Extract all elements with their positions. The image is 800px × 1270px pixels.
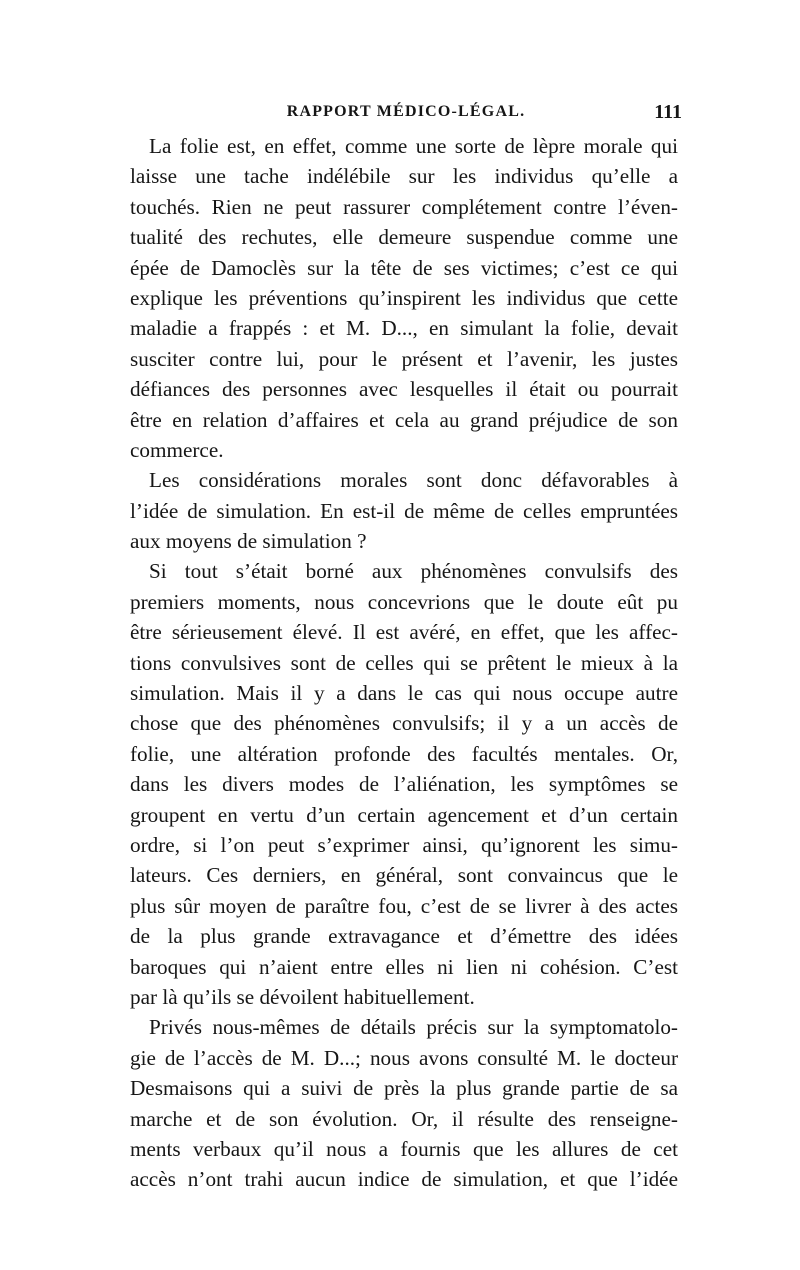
text-line: épée de Damoclès sur la tête de ses victimes; c’est ce qui (130, 255, 678, 280)
body-text (130, 131, 678, 1195)
text-line: folie, une altération profonde des facultés mentales. Or, (130, 741, 678, 766)
text-line: aux moyens de simulation ? (130, 529, 367, 554)
text-line: laisse une tache indélébile sur les individus qu’elle a (130, 164, 678, 189)
running-title: RAPPORT MÉDICO-LÉGAL. (286, 103, 526, 120)
text-line: baroques qui n’aient entre elles ni lien ni cohésion. C’est (130, 954, 678, 979)
text-line: plus sûr moyen de paraître fou, c’est de se livrer à des actes (130, 893, 678, 918)
text-line: de la plus grande extravagance et d’émettre des idées (130, 924, 678, 949)
text-line: Desmaisons qui a suivi de près la plus grande partie de sa (130, 1076, 678, 1101)
text-line: tions convulsives sont de celles qui se prêtent le mieux à la (130, 650, 678, 675)
text-line: défiances des personnes avec lesquelles il était ou pourrait (130, 377, 678, 402)
text-line: tualité des rechutes, elle demeure suspendue comme une (130, 225, 678, 250)
text-line: être sérieusement élevé. Il est avéré, en effet, que les affec- (130, 620, 678, 645)
text-line: groupent en vertu d’un certain agencement et d’un certain (130, 802, 678, 827)
text-line: simulation. Mais il y a dans le cas qui nous occupe autre (130, 681, 678, 706)
text-line: gie de l’accès de M. D...; nous avons consulté M. le docteur (130, 1045, 678, 1070)
text-line: marche et de son évolution. Or, il résulte des renseigne- (130, 1106, 678, 1131)
text-line: lateurs. Ces derniers, en général, sont convaincus que le (130, 863, 678, 888)
text-line: ordre, si l’on peut s’exprimer ainsi, qu’ignorent les simu- (130, 832, 678, 857)
text-line: par là qu’ils se dévoilent habituellement. (130, 984, 475, 1009)
text-line: premiers moments, nous concevrions que le doute eût pu (130, 589, 678, 614)
text-line: l’idée de simulation. En est-il de même de celles empruntées (130, 498, 678, 523)
text-line: maladie a frappés : et M. D..., en simulant la folie, devait (130, 316, 678, 341)
text-line: explique les préventions qu’inspirent les individus que cette (130, 285, 678, 310)
text-line: touchés. Rien ne peut rassurer complétement contre l’éven- (130, 194, 678, 219)
text-line: être en relation d’affaires et cela au grand préjudice de son (130, 407, 678, 432)
text-line: chose que des phénomènes convulsifs; il y a un accès de (130, 711, 678, 736)
text-line: dans les divers modes de l’aliénation, les symptômes se (130, 772, 678, 797)
text-line: Si tout s’était borné aux phénomènes convulsifs des (149, 559, 678, 584)
text-line: La folie est, en effet, comme une sorte de lèpre morale qui (149, 134, 678, 158)
text-line: susciter contre lui, pour le présent et l’avenir, les justes (130, 346, 678, 371)
text-line: Les considérations morales sont donc défavorables à (149, 468, 678, 493)
text-line: accès n’ont trahi aucun indice de simulation, et que l’idée (130, 1167, 678, 1192)
page-number: 111 (654, 101, 682, 123)
text-line: ments verbaux qu’il nous a fournis que les allures de cet (130, 1136, 678, 1161)
text-line: Privés nous-mêmes de détails précis sur la symptomatolo- (149, 1015, 678, 1040)
running-head (130, 103, 682, 127)
text-line: commerce. (130, 437, 224, 462)
